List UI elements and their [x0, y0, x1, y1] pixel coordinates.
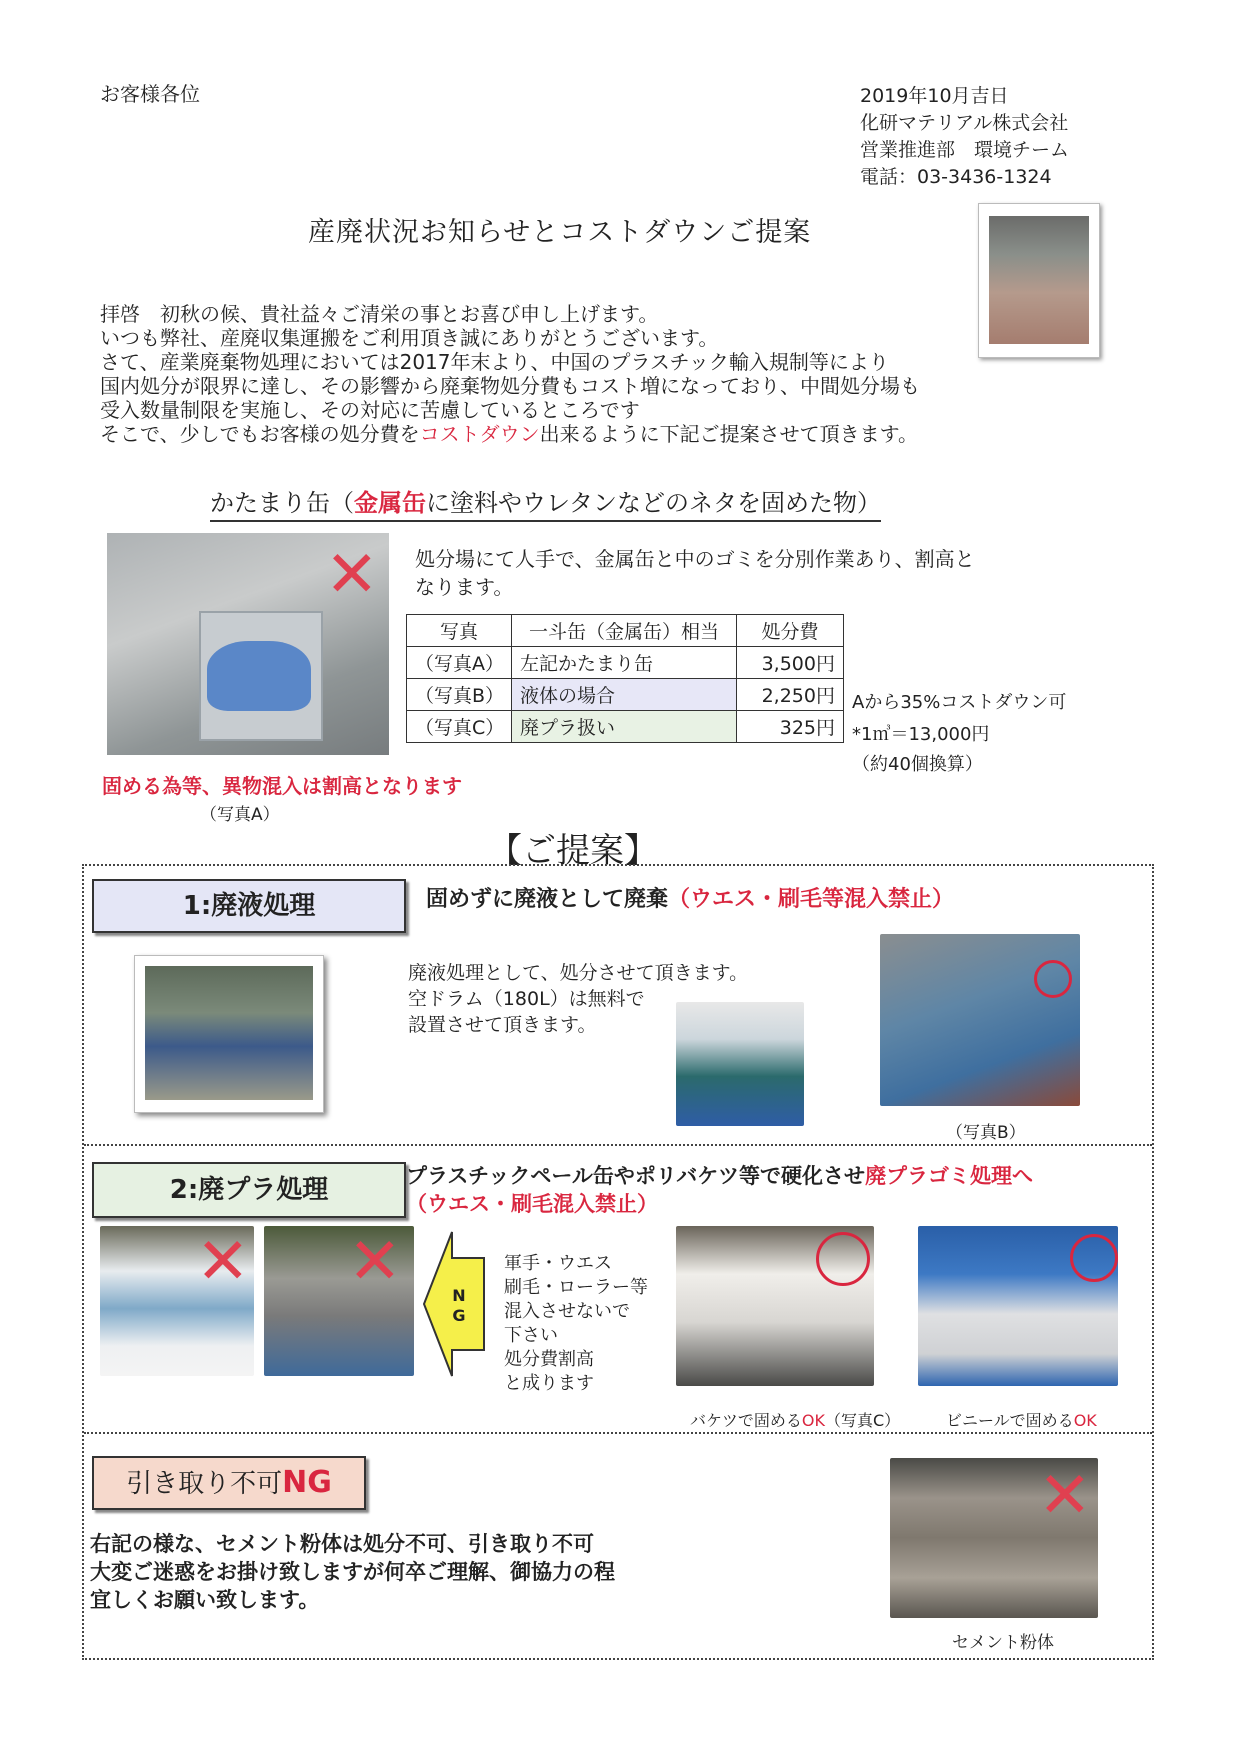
headline-warning: （ウエス・刷毛等混入禁止） [668, 887, 955, 912]
caption-text: バケツで固める [690, 1411, 802, 1430]
addressee: お客様各位 [100, 82, 200, 106]
table-cell: 液体の場合 [512, 679, 737, 711]
photo-pail-ng [100, 1226, 254, 1376]
headline-text: プラスチックペール缶やポリバケツ等で硬化させ [406, 1164, 866, 1188]
header-photo [978, 203, 1100, 358]
warning-text: 固める為等、異物混入は割高となります [102, 774, 462, 798]
ng-label-highlight: NG [282, 1465, 332, 1500]
section-divider [84, 1144, 1152, 1146]
photo-worker-image [145, 966, 313, 1100]
list-item: 軍手・ウエス [504, 1253, 612, 1274]
intro-line: 受入数量制限を実施し、その対応に苦慮しているところです [100, 398, 640, 422]
proposal-box [82, 864, 1154, 1660]
intro-line: いつも弊社、産廃収集運搬をご利用頂き誠にありがとうございます。 [100, 326, 719, 350]
list-item: 混入させないで [504, 1301, 630, 1322]
intro-line [100, 422, 920, 446]
photo-a-lumped-can [107, 533, 389, 755]
phone: 電話：03-3436-1324 [860, 166, 1052, 188]
x-mark-icon: ✕ [348, 1225, 402, 1299]
section-heading [210, 483, 881, 522]
note-volume-price: *1㎥＝13,000円 [852, 724, 990, 745]
description-line: 大変ご迷惑をお掛け致しますが何卒ご理解、御協力の程 [90, 1560, 615, 1584]
description-line: 廃液処理として、処分させて頂きます。 [408, 962, 749, 984]
headline-highlight: 廃プラゴミ処理へ [865, 1164, 1034, 1188]
note-conversion: （約40個換算） [852, 754, 983, 775]
caption-text: ビニールで固める [946, 1411, 1074, 1430]
circle-mark-icon [816, 1232, 870, 1286]
ng-arrow-label: N G [452, 1286, 466, 1325]
description-line: 右記の様な、セメント粉体は処分不可、引き取り不可 [90, 1532, 594, 1556]
headline-warning: （ウエス・刷毛混入禁止） [406, 1192, 658, 1216]
caption-photo-a: （写真A） [200, 805, 280, 825]
table-header: 写真 [407, 615, 512, 647]
headline-text: 固めずに廃液として廃棄 [426, 887, 669, 912]
sender-block [860, 83, 1069, 191]
photo-c-bucket-ok [676, 1226, 874, 1386]
table-cell: （写真B） [407, 679, 512, 711]
intro-highlight: コストダウン [419, 422, 540, 446]
ng-description [90, 1530, 615, 1614]
option2-ng-list [504, 1252, 648, 1396]
list-item: 下さい [504, 1325, 558, 1346]
x-mark-icon: ✕ [325, 538, 379, 612]
x-mark-icon: ✕ [196, 1225, 250, 1299]
table-row [407, 647, 844, 679]
table-row [407, 711, 844, 743]
intro-line: 拝啓 初秋の候、貴社益々ご清栄の事とお喜び申し上げます。 [100, 302, 659, 326]
photo-drum [676, 1002, 804, 1126]
circle-mark-icon [1034, 960, 1072, 998]
table-cell: （写真A） [407, 647, 512, 679]
department: 営業推進部 環境チーム [860, 139, 1070, 161]
caption-text: （写真C） [824, 1411, 901, 1430]
ok-text: OK [801, 1411, 825, 1430]
note-cost-down: Aから35%コストダウン可 [852, 692, 1067, 713]
x-mark-icon: ✕ [1038, 1459, 1092, 1533]
heading-highlight: 金属缶 [354, 489, 426, 517]
table-header-row [407, 615, 844, 647]
ng-label-text: 引き取り不可 [126, 1469, 283, 1499]
circle-mark-icon [1070, 1234, 1118, 1282]
cost-table [406, 614, 844, 743]
caption-bucket [690, 1408, 900, 1431]
option2-label: 2:廃プラ処理 [92, 1162, 406, 1218]
page-title: 産廃状況お知らせとコストダウンご提案 [308, 217, 812, 248]
ok-text: OK [1073, 1411, 1097, 1430]
description-line: 宜しくお願い致します。 [90, 1588, 320, 1612]
table-row [407, 679, 844, 711]
option1-headline [426, 882, 954, 913]
option1-label: 1:廃液処理 [92, 879, 406, 933]
table-cell: 左記かたまり缶 [512, 647, 737, 679]
date: 2019年10月吉日 [860, 85, 1009, 107]
intro-line: さて、産業廃棄物処理においては2017年末より、中国のプラスチック輸入規制等により [100, 350, 889, 374]
list-item: 刷毛・ローラー等 [504, 1277, 648, 1298]
photo-worker [134, 955, 324, 1113]
description-line: 処分場にて人手で、金属缶と中のゴミを分別作業あり、割高と [415, 547, 975, 571]
table-cell: 2,250円 [737, 679, 844, 711]
option2-headline [406, 1162, 1033, 1218]
table-cell: 廃プラ扱い [512, 711, 737, 743]
table-cell: 3,500円 [737, 647, 844, 679]
table-cell: 325円 [737, 711, 844, 743]
caption-cement: セメント粉体 [952, 1633, 1054, 1653]
list-item: 処分費割高 [504, 1349, 594, 1370]
caption-photo-b: （写真B） [946, 1123, 1026, 1143]
table-header: 処分費 [737, 615, 844, 647]
photo-cement-bags [890, 1458, 1098, 1618]
list-item: と成ります [504, 1373, 594, 1394]
intro-line: 国内処分が限界に達し、その影響から廃棄物処分費もコスト増になっており、中間処分場も [100, 374, 920, 398]
ng-label [92, 1456, 366, 1510]
photo-bucket-ng [264, 1226, 414, 1376]
photo-vinyl-ok [918, 1226, 1118, 1386]
heading-text: に塗料やウレタンなどのネタを固めた物） [426, 489, 882, 517]
blue-paint-shape [207, 641, 311, 711]
proposal-title: 【ご提案】 [488, 831, 658, 871]
caption-vinyl [946, 1408, 1097, 1431]
headline-line [406, 1162, 1033, 1190]
description-line: 空ドラム（180L）は無料で [408, 988, 645, 1010]
section-divider [84, 1432, 1152, 1434]
intro-text: 出来るように下記ご提案させて頂きます。 [539, 422, 919, 446]
intro-letter [100, 302, 920, 446]
description-line: 設置させて頂きます。 [408, 1014, 597, 1036]
table-header: 一斗缶（金属缶）相当 [512, 615, 737, 647]
description-line: なります。 [415, 575, 514, 599]
company-name: 化研マテリアル株式会社 [860, 112, 1069, 134]
photo-b-liquid [880, 934, 1080, 1106]
intro-text: そこで、少しでもお客様の処分費を [100, 422, 420, 446]
heading-text: かたまり缶（ [210, 489, 354, 517]
table-cell: （写真C） [407, 711, 512, 743]
section1-description [415, 545, 975, 601]
